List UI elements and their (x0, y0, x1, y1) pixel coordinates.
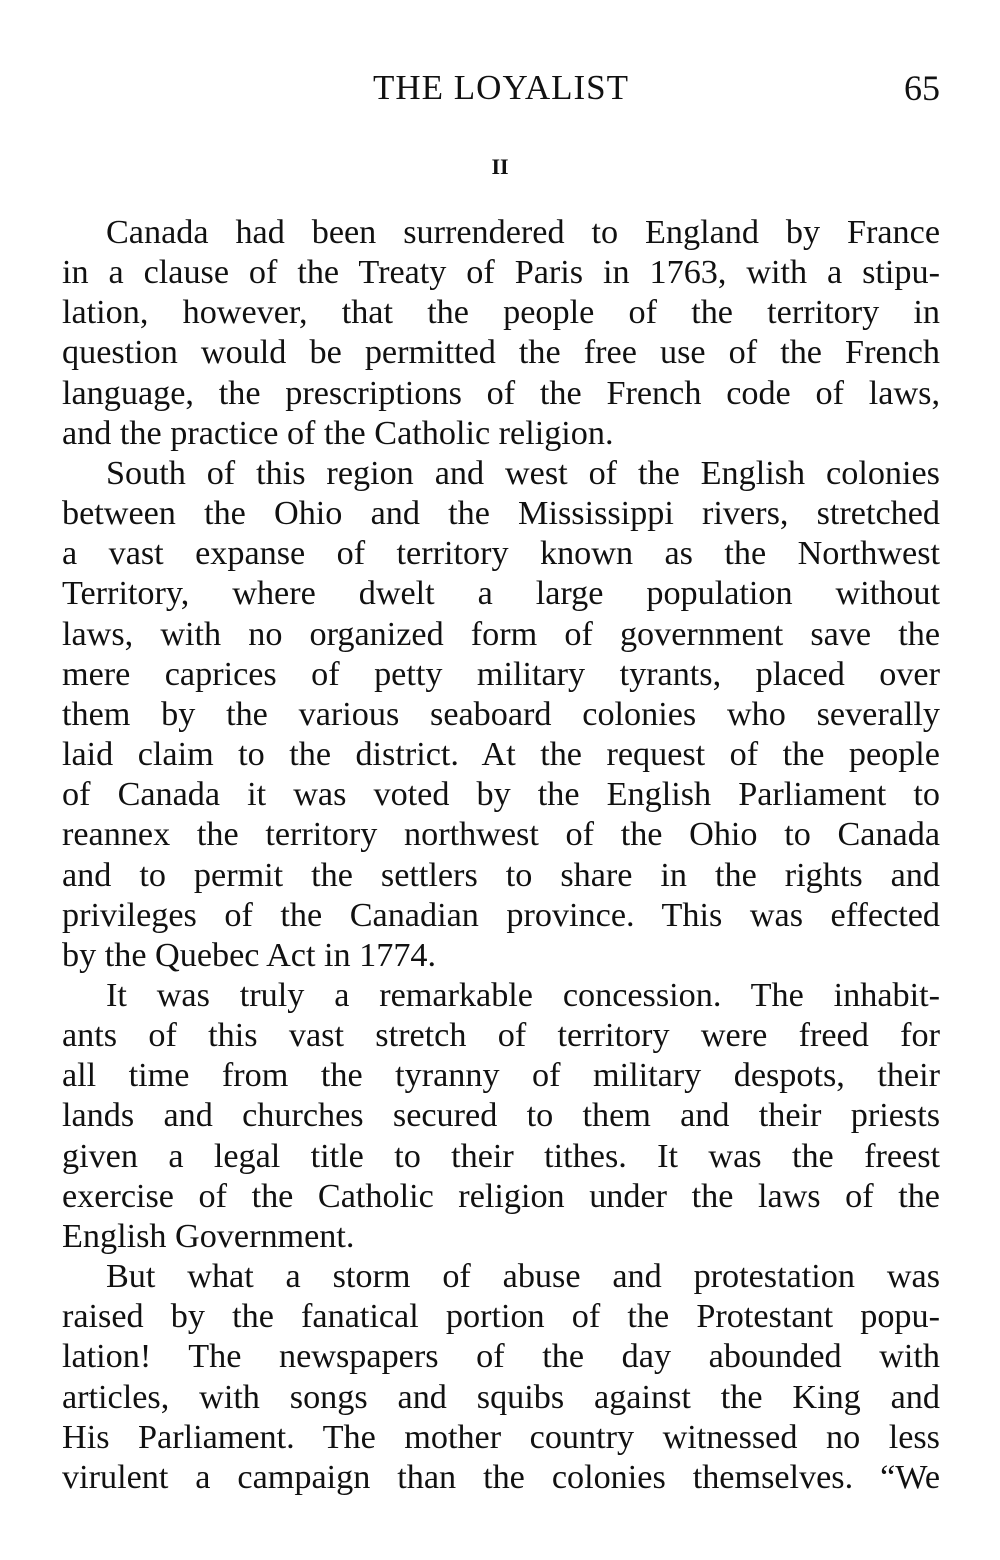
text-line: exercise of the Catholic religion under the laws of the (62, 1177, 940, 1215)
text-line: lation! The newspapers of the day abounded with (62, 1338, 940, 1376)
paragraph (62, 976, 940, 1257)
section-number: II (491, 154, 509, 179)
text-line: them by the various seaboard colonies who severally (62, 695, 940, 733)
text-line: mere caprices of petty military tyrants, placed over (62, 655, 940, 693)
text-line: in a clause of the Treaty of Paris in 1763, with a stipu- (62, 254, 940, 292)
text-line: His Parliament. The mother country witnessed no less (62, 1418, 940, 1456)
text-line: lation, however, that the people of the territory in (62, 294, 940, 332)
text-line: ants of this vast stretch of territory were freed for (62, 1017, 940, 1055)
text-line: between the Ohio and the Mississippi rivers, stretched (62, 495, 940, 533)
text-line: Canada had been surrendered to England by France (106, 214, 940, 251)
text-line: and the practice of the Catholic religion. (62, 414, 614, 452)
paragraph (62, 454, 940, 976)
text-line: of Canada it was voted by the English Parliament to (62, 776, 940, 814)
text-line: a vast expanse of territory known as the Northwest (62, 535, 940, 573)
paragraph (62, 1257, 940, 1498)
body-text (62, 213, 940, 1498)
text-line: laws, with no organized form of government save the (62, 615, 940, 653)
text-line: Territory, where dwelt a large population without (62, 575, 940, 613)
text-line: by the Quebec Act in 1774. (62, 936, 437, 974)
text-line: virulent a campaign than the colonies themselves. “We (62, 1458, 940, 1496)
text-line: question would be permitted the free use of the French (62, 334, 940, 372)
text-line: lands and churches secured to them and their priests (62, 1097, 940, 1135)
text-line: all time from the tyranny of military despots, their (62, 1057, 940, 1095)
text-line: reannex the territory northwest of the Ohio to Canada (62, 816, 940, 854)
running-head (62, 66, 940, 110)
text-line: It was truly a remarkable concession. The inhabit- (106, 976, 940, 1014)
text-line: articles, with songs and squibs against the King and (62, 1378, 940, 1416)
text-line: English Government. (62, 1217, 355, 1255)
text-line: privileges of the Canadian province. This was effected (62, 896, 940, 934)
text-line: given a legal title to their tithes. It was the freest (62, 1137, 940, 1175)
text-line: But what a storm of abuse and protestation was (106, 1258, 940, 1296)
text-line: laid claim to the district. At the request of the people (62, 736, 940, 774)
paragraph (62, 213, 940, 454)
running-title: THE LOYALIST (373, 68, 629, 107)
page-number: 65 (904, 68, 940, 108)
text-line: South of this region and west of the English colonies (106, 454, 940, 492)
text-line: raised by the fanatical portion of the Protestant popu- (62, 1298, 940, 1336)
text-line: language, the prescriptions of the French code of laws, (62, 374, 940, 412)
text-line: and to permit the settlers to share in the rights and (62, 856, 940, 894)
